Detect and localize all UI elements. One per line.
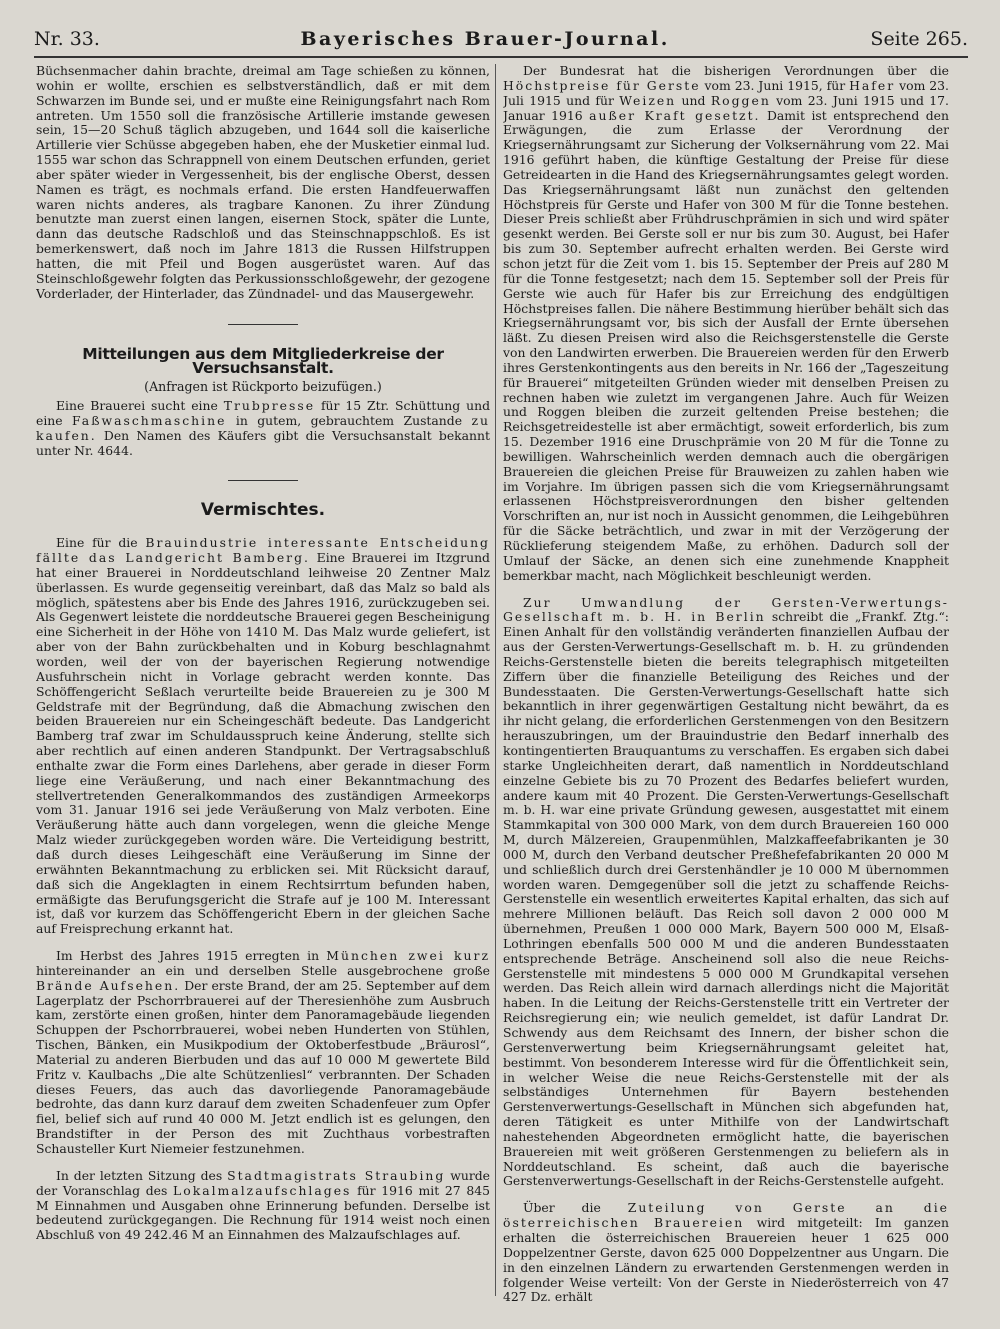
journal-title: Bayerisches Brauer-Journal. (300, 28, 670, 50)
issue-number: Nr. 33. (34, 28, 100, 50)
article-munich-fires: Im Herbst des Jahres 1915 erregten in München zwei kurz hintereinander an ein und derselben Stelle ausgebrochene große Brände Aufsehen. Der erste Brand, der am 25. September auf dem Lagerplatz der Pschorrbrauerei auf der Theresienhöhe zum Ausbruch kam, zerstörte einen großen, hinter dem Panoramagebäude liegenden Schuppen der Pschorrbrauerei, wobei neben Hunderten von Stühlen, Tischen, Bänken, ein Musikpodium der Oktoberfestbude „Bräurosl“, Material zu anderen Bierbuden und das auf 10 000 M gewertete Bild Fritz v. Kaulbachs „Die alte Schützenliesl“ verbrannten. Der Schaden dieses Feuers, das auch das davorliegende Panoramagebäude bedrohte, das dann kurz darauf dem zweiten Schadenfeuer zum Opfer fiel, belief sich auf rund 40 000 M. Jetzt endlich ist es gelungen, den Brandstifter in der Person des mit Zuchthaus vorbestraften Schausteller Kurt Niemeier festzunehmen. (36, 948, 490, 1156)
article-hoechstpreise: Der Bundesrat hat die bisherigen Verordnungen über die Höchstpreise für Gerste vom 23. Juni 1915, für Hafer vom 23. Juli 1915 und für Weizen und Roggen vom 23. Juni 1915 und 17. Januar 1916 außer Kraft gesetzt. Damit ist entsprechend den Erwägungen, die zum Erlasse der Verordnung der Kriegsernährungsamt zur Sicherung der Volksernährung vom 22. Mai 1916 geführt haben, die künftige Gestaltung der Preise für diese Getreidearten in die Hand des Kriegsernährungsamtes gelegt worden. Das Kriegsernährungsamt läßt nun zunächst den geltenden Höchstpreis für Gerste und Hafer von 300 M für die Tonne bestehen. Dieser Preis schließt aber Frühdruschprämien in sich und wird später gesenkt werden. Bei Gerste soll er nur bis zum 30. August, bei Hafer bis zum 30. September aufrecht erhalten werden. Bei Gerste wird schon jetzt für die Zeit vom 1. bis 15. September der Preis auf 280 M für die Tonne festgesetzt; nach dem 15. September soll der Preis für Gerste wie auch für Hafer bis zur Erreichung des endgültigen Höchstpreises fallen. Die nähere Bestimmung hierüber behält sich das Kriegsernährungsamt vor, bis sich der Ausfall der Ernte übersehen läßt. Zu diesen Preisen wird also die Reichsgerstenstelle die Gerste von den Landwirten erwerben. Die Brauereien werden für den Erwerb ihres Gerstenkontingents aus den bereits in Nr. 166 der „Tageszeitung für Brauerei“ mitgeteilten Gründen wieder mit denselben Preisen zu rechnen haben wie zuletzt im vergangenen Jahre. Auch für Weizen und Roggen bleiben die zurzeit geltenden Preise bestehen; die Reichsgetreidestelle ist aber ermächtigt, soweit erforderlich, bis zum 15. Dezember 1916 eine Druschprämie von 20 M für die Tonne zu bewilligen. Wahrscheinlich werden demnach auch die obergärigen Brauereien die gleichen Preise für Brauweizen zu zahlen haben wie im Vorjahre. Im übrigen passen sich die vom Kriegsernährungsamt erlassenen Höchstpreisverordnungen den bisher geltenden Vorschriften an, nur ist noch in Aussicht genommen, die Leihgebühren für die Säcke beträchtlich, und zwar in mit der Verzögerung der Rücklieferung steigendem Maße, zu erhöhen. Dadurch soll der Umlauf der Säcke, an denen sich eine zunehmende Knappheit bemerkbar macht, nach Möglichkeit beschleunigt werden. (503, 64, 949, 583)
page-header (34, 22, 968, 58)
right-column (503, 64, 949, 1304)
section-divider (228, 324, 298, 325)
section-divider (228, 480, 298, 481)
article-austrian-barley: Über die Zuteilung von Gerste an die österreichischen Brauereien wird mitgeteilt: Im ganzen erhalten die österreichischen Brauereien heuer 1 625 000 Doppelzentner Gerste, davon 625 000 Doppelzentner aus Ungarn. Die in den einzelnen Ländern zu erwartenden Gerstenmengen werden in folgender Weise verteilt: Von der Gerste in Niederösterreich von 47 427 Dz. erhält (503, 1200, 949, 1304)
column-divider (495, 64, 496, 1296)
article-landgericht-bamberg: Eine für die Brauindustrie interessante Entscheidung fällte das Landgericht Bamberg. Eine Brauerei im Itzgrund hat einer Brauerei in Norddeutschland leihweise 20 Zentner Malz überlassen. Es wurde gegenseitig vereinbart, daß das Malz so bald als möglich, spätestens aber bis Ende des Jahres 1916, zurückzugeben sei. Als Gegenwert leistete die norddeutsche Brauerei gegen Bescheinigung eine Sicherheit in der Höhe von 1410 M. Das Malz wurde geliefert, ist aber von der Bahn zurückbehalten und in Koburg beschlagnahmt worden, weil der von der bayerischen Regierung notwendige Ausfuhrschein nicht in Vorlage gebracht werden konnte. Das Schöffengericht Seßlach verurteilte beide Brauereien zu je 300 M Geldstrafe mit der Begründung, daß die Abmachung zwischen den beiden Brauereien nur ein Scheingeschäft bedeute. Das Landgericht Bamberg traf zwar im Schuldausspruch keine Änderung, stellte sich aber rechtlich auf einen anderen Standpunkt. Der Vertragsabschluß enthalte zwar die Form eines Darlehens, aber gerade in dieser Form liege eine Veräußerung, und nach einer Bekanntmachung des stellvertretenden Generalkommandos des zuständigen Armeekorps vom 31. Januar 1916 sei jede Veräußerung von Malz verboten. Eine Veräußerung hätte auch dann vorgelegen, wenn die gleiche Menge Malz wieder zurückgegeben worden wäre. Die Verteidigung bestritt, daß durch dieses Leihgeschäft eine Veräußerung im Sinne der erwähnten Bekanntmachung zu erblicken sei. Mit Rücksicht darauf, daß sich die Angeklagten in einem Rechtsirrtum befunden haben, ermäßigte das Berufungsgericht die Strafe auf je 100 M. Interessant ist, daß vor kurzem das Schöffengericht Ebern in der gleichen Sache auf Freisprechung erkannt hat. (36, 535, 490, 937)
article-straubing: In der letzten Sitzung des Stadtmagistrats Straubing wurde der Voranschlag des Lokalmalzaufschlages für 1916 mit 27 845 M Einnahmen und Ausgaben ohne Erinnerung befunden. Derselbe ist bedeutend zurückgegangen. Die Rechnung für 1914 weist noch einen Abschluß von 49 242.46 M an Einnahmen des Malzaufschlages auf. (36, 1167, 490, 1243)
article-weapons-continuation: Büchsenmacher dahin brachte, dreimal am Tage schießen zu können, wohin er wollte, erschien es selbstverständlich, daß er mit dem Schwarzen im Bunde sei, und er mußte eine Reinigungsfahrt nach Rom antreten. Um 1550 soll die französische Artillerie imstande gewesen sein, 15—20 Schuß täglich abzugeben, und 1644 soll die kaiserliche Artillerie vier Schüsse abgegeben haben, ehe der Musketier einmal lud. 1555 war schon das Schrappnell von einem Deutschen erfunden, geriet aber später wieder in Vergessenheit, bis der englische Oberst, dessen Namen es trägt, es nochmals erfand. Die ersten Handfeuerwaffen waren nichts anderes, als tragbare Kanonen. Zu ihrer Zündung benutzte man zuerst einen langen, eisernen Stock, später die Lunte, dann das deutsche Radschloß und das Steinschnappschloß. Es ist bemerkenswert, daß noch im Jahre 1813 die Russen Hilfstruppen hatten, die mit Pfeil und Bogen ausgerüstet waren. Auf das Steinschloßgewehr folgten das Perkussionsschloßgewehr, der gezogene Vorderlader, der Hinterlader, das Zündnadel- und das Mausergewehr. (36, 64, 490, 301)
section-heading-vermischtes: Vermischtes. (200, 500, 326, 521)
page-number: Seite 265. (870, 28, 968, 50)
notice-paragraph: Eine Brauerei sucht eine Trubpresse für 15 Ztr. Schüttung und eine Faßwaschmaschine in gutem, gebrauchtem Zustande zu kaufen. Den Namen des Käufers gibt die Versuchsanstalt bekannt unter Nr. 4644. (36, 398, 490, 458)
section-heading-mitteilungen: Mitteilungen aus dem Mitgliederkreise der Versuchsanstalt. (82, 344, 444, 378)
article-gersten-verwertung: Zur Umwandlung der Gersten-Verwertungs-Gesellschaft m. b. H. in Berlin schreibt die „Frankf. Ztg.“: Einen Anhalt für den vollständig veränderten finanziellen Aufbau der aus der Gersten-Verwertungs-Gesellschaft m. b. H. zu gründenden Reichs-Gerstenstelle bieten die bereits telegraphisch mitgeteilten Ziffern über die finanzielle Beteiligung des Reiches und der Bundesstaaten. Die Gersten-Verwertungs-Gesellschaft hatte sich bekanntlich in ihrer gegenwärtigen Gestaltung nicht bewährt, da es ihr nicht gelang, die erforderlichen Gerstenmengen von den Besitzern herauszubringen, um der Brauindustrie den Bedarf innerhalb des kontingentierten Brauquantums zu verschaffen. Es ergaben sich dabei starke Ungleichheiten derart, daß namentlich in Norddeutschland einzelne Gebiete bis zu 70 Prozent des Bedarfes beliefert wurden, andere kaum mit 40 Prozent. Die Gersten-Verwertungs-Gesellschaft m. b. H. war eine private Gründung gewesen, ausgestattet mit einem Stammkapital von 300 000 Mark, von dem durch Brauereien 160 000 M, durch Mälzereien, Graupenmühlen, Malzkaffeefabrikanten je 30 000 M, durch den Verband deutscher Preßhefefabrikanten 20 000 M und schließlich durch drei Gerstenhändler je 10 000 M übernommen worden waren. Demgegenüber soll die jetzt zu schaffende Reichs-Gerstenstelle ein wesentlich erweitertes Kapital erhalten, das sich auf mehrere Millionen beläuft. Das Reich soll davon 2 000 000 M übernehmen, Preußen 1 000 000 Mark, Bayern 500 000 M, Elsaß-Lothringen ebenfalls 500 000 M und die anderen Bundesstaaten entsprechende Beträge. Anscheinend soll also die neue Reichs-Gerstenstelle mit mindestens 5 000 000 M Grundkapital versehen werden. Das Reich allein wird darnach allerdings nicht die Majorität haben. In die Leitung der Reichs-Gerstenstelle tritt ein Vertreter der Reichsregierung ein; wie neulich gemeldet, ist dafür Landrat Dr. Schwendy aus dem Reichsamt des Innern, der bisher schon die Gerstenverwertung beim Kriegsernährungsamt geleitet hat, bestimmt. Von besonderem Interesse wird für die Öffentlichkeit sein, in welcher Weise die neue Reichs-Gerstenstelle mit der als selbständiges Unternehmen für Bayern bestehenden Gerstenverwertungs-Gesellschaft in München sich abgefunden hat, deren Tätigkeit es unter Mithilfe von der Landwirtschaft nahestehenden Abgeordneten ermöglicht hatte, die bayerischen Brauereien mit weit größeren Gerstenmengen zu beliefern als in Norddeutschland. Es scheint, daß auch die bayerische Gerstenverwertungs-Gesellschaft in der Reichs-Gerstenstelle aufgeht. (503, 594, 949, 1189)
section-subheading: (Anfragen ist Rückporto beizufügen.) (144, 379, 382, 395)
left-column (36, 64, 490, 1304)
